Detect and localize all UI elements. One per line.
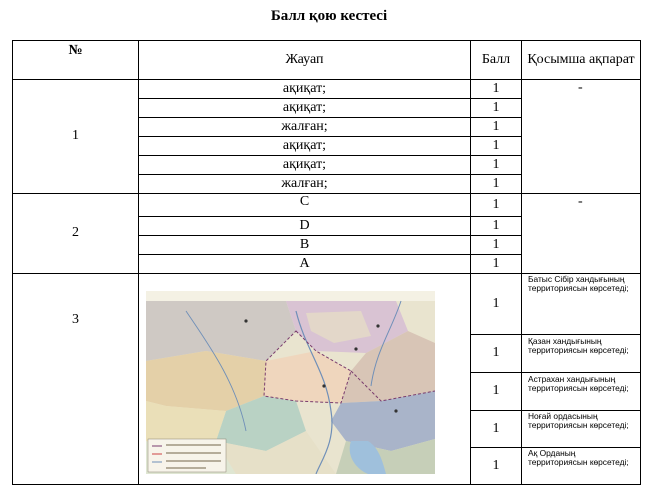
answer-cell: B [299,236,310,252]
score-cell: 1 [492,457,500,473]
answer-cell: ақиқат; [282,80,327,96]
answer-cell: ақиқат; [282,156,327,172]
answer-cell: D [299,217,310,233]
page-title: Балл қою кестесі [270,8,388,24]
score-cell: 1 [492,255,500,271]
note-cell: Қазан хандығының территориясын көрсетеді; [528,336,629,356]
extra-cell: - [578,194,583,209]
score-cell: 1 [492,80,500,96]
extra-cell: - [578,80,583,95]
note-cell: Астрахан хандығының территориясын көрсетеді; [528,374,629,394]
note-cell: Ноғай ордасының территориясын көрсетеді; [528,411,629,431]
score-cell: 1 [492,217,500,233]
row-number: 1 [72,128,79,144]
answer-cell: ақиқат; [282,99,327,115]
score-cell: 1 [492,99,500,115]
answer-cell: C [299,193,310,209]
row-number: 2 [72,225,79,241]
score-cell: 1 [492,383,500,399]
header-no: № [68,42,83,58]
score-cell: 1 [492,196,500,212]
row-number: 3 [72,311,79,327]
header-score: Балл [481,51,511,67]
answer-cell: жалған; [281,118,328,134]
score-cell: 1 [492,420,500,436]
answer-cell: ақиқат; [282,137,327,153]
header-answer: Жауап [285,51,324,67]
note-cell: Ақ Орданың территориясын көрсетеді; [528,448,629,468]
historical-map-icon [146,291,435,474]
score-cell: 1 [492,156,500,172]
answer-cell: A [299,255,310,271]
score-cell: 1 [492,118,500,134]
score-cell: 1 [492,295,500,311]
score-cell: 1 [492,345,500,361]
answer-cell: жалған; [281,175,328,191]
header-extra: Қосымша ақпарат [527,51,635,67]
note-cell: Батыс Сібір хандығының территориясын көрсетеді; [528,274,629,294]
score-cell: 1 [492,175,500,191]
score-cell: 1 [492,236,500,252]
score-cell: 1 [492,137,500,153]
